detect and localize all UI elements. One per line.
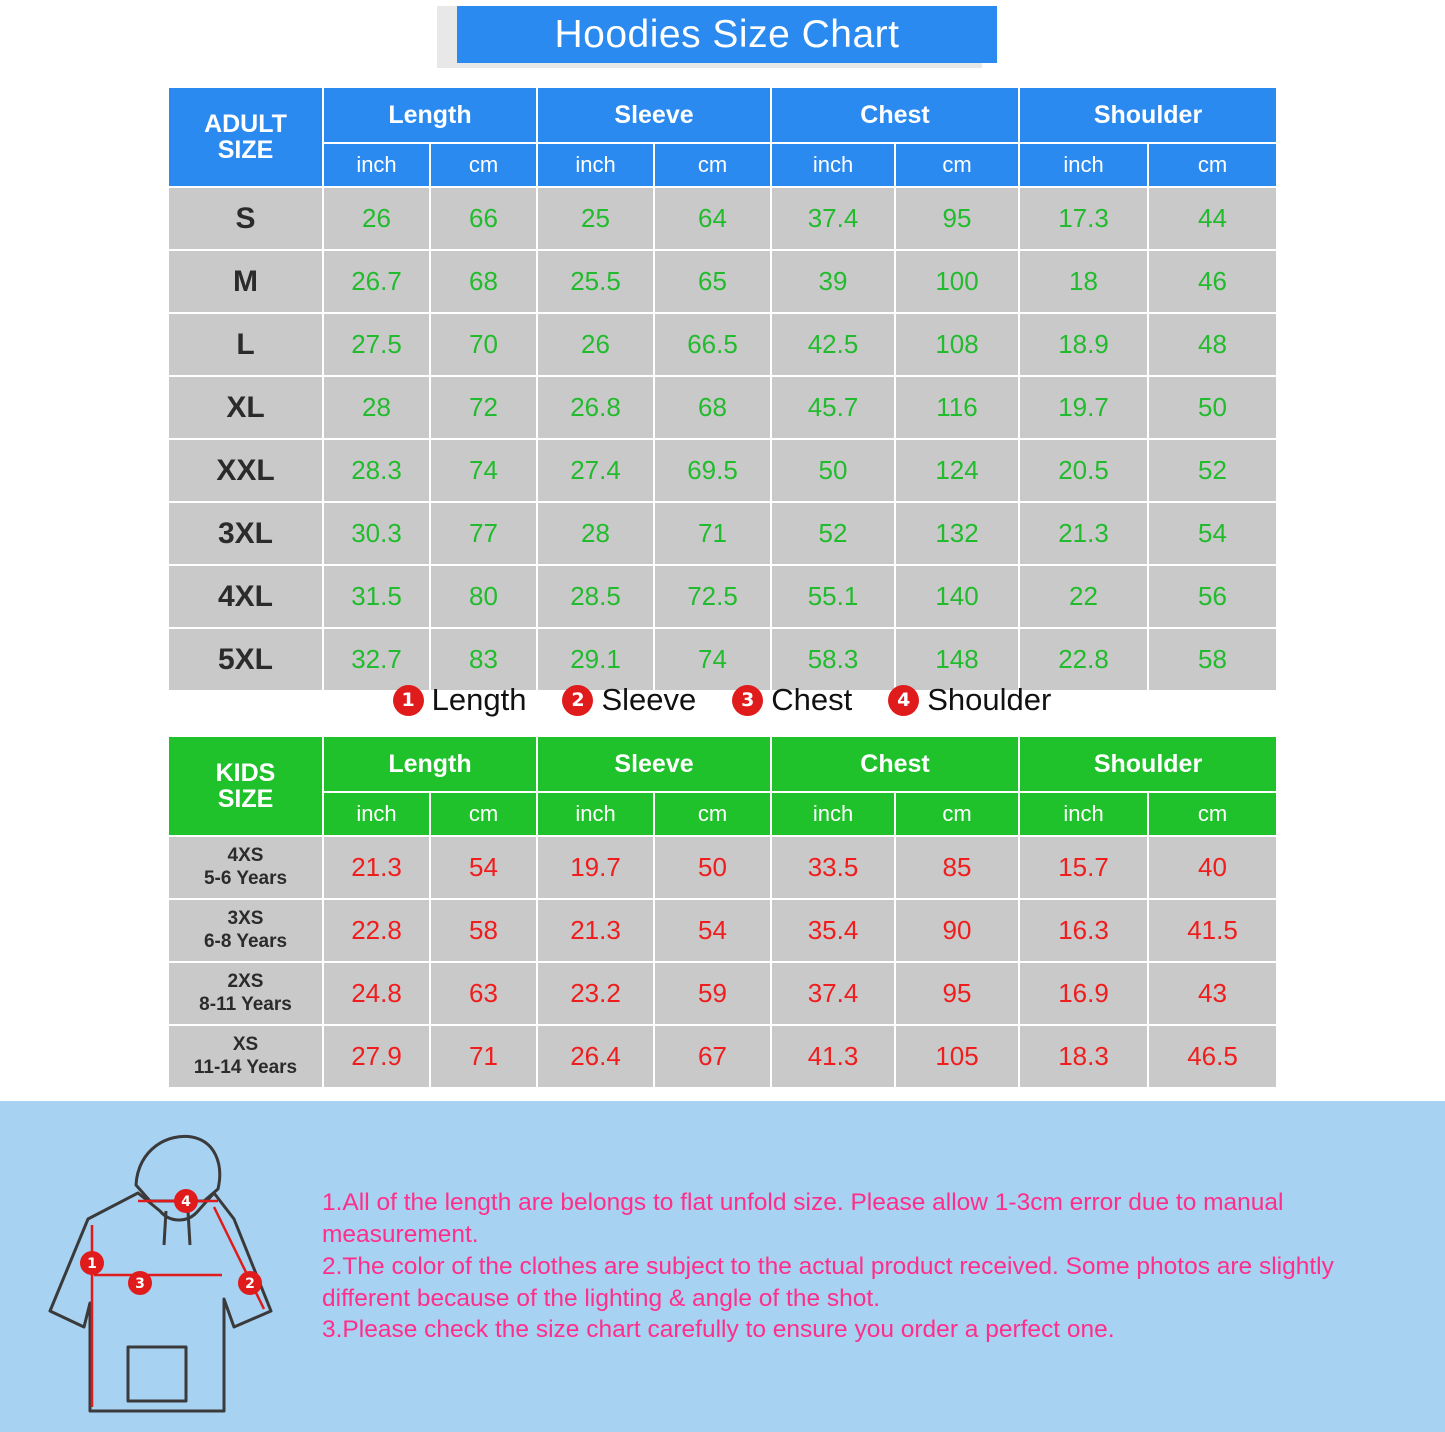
kids-cell: 22.8 [323, 899, 430, 962]
adult-cell: 52 [1148, 439, 1277, 502]
adult-cell: 18.9 [1019, 313, 1148, 376]
svg-text:2: 2 [245, 1276, 255, 1292]
table-row [168, 250, 1277, 313]
adult-cell: 58.3 [771, 628, 895, 691]
adult-unit-3: cm [654, 143, 771, 187]
adult-cell: 70 [430, 313, 537, 376]
kids-size-code: 2XS [227, 971, 264, 993]
adult-cell: 48 [1148, 313, 1277, 376]
table-row [168, 899, 1277, 962]
legend-item [562, 682, 696, 718]
kids-size-code: 3XS [227, 908, 264, 930]
kids-group-chest: Chest [771, 736, 1019, 792]
adult-cell: 39 [771, 250, 895, 313]
adult-unit-2: inch [537, 143, 654, 187]
adult-cell: 27.4 [537, 439, 654, 502]
adult-cell: 71 [654, 502, 771, 565]
adult-cell: 116 [895, 376, 1019, 439]
kids-cell: 58 [430, 899, 537, 962]
kids-group-length: Length [323, 736, 537, 792]
adult-cell: 80 [430, 565, 537, 628]
kids-cell: 71 [430, 1025, 537, 1088]
adult-cell: 30.3 [323, 502, 430, 565]
adult-group-shoulder: Shoulder [1019, 87, 1277, 143]
title-bar [457, 6, 997, 63]
adult-corner-cell [168, 87, 323, 187]
kids-cell: 33.5 [771, 836, 895, 899]
adult-cell: 132 [895, 502, 1019, 565]
kids-group-header-row [168, 736, 1277, 792]
adult-size-table [167, 86, 1278, 692]
kids-cell: 95 [895, 962, 1019, 1025]
kids-unit-1: cm [430, 792, 537, 836]
adult-size-label: L [168, 313, 323, 376]
kids-size-label [168, 836, 323, 899]
kids-cell: 35.4 [771, 899, 895, 962]
kids-cell: 16.3 [1019, 899, 1148, 962]
table-row [168, 962, 1277, 1025]
adult-cell: 19.7 [1019, 376, 1148, 439]
adult-cell: 46 [1148, 250, 1277, 313]
table-row [168, 502, 1277, 565]
adult-size-label: 5XL [168, 628, 323, 691]
adult-cell: 58 [1148, 628, 1277, 691]
adult-cell: 25 [537, 187, 654, 250]
kids-cell: 105 [895, 1025, 1019, 1088]
adult-size-label: XL [168, 376, 323, 439]
adult-corner-line1: ADULT [204, 109, 287, 138]
adult-cell: 69.5 [654, 439, 771, 502]
page-title: Hoodies Size Chart [554, 12, 900, 56]
kids-size-age: 11-14 Years [193, 1056, 298, 1078]
kids-unit-header-row [168, 792, 1277, 836]
adult-unit-7: cm [1148, 143, 1277, 187]
hoodie-diagram [28, 1115, 303, 1420]
kids-cell: 21.3 [537, 899, 654, 962]
kids-cell: 21.3 [323, 836, 430, 899]
marker-1-icon: 1 [393, 685, 424, 716]
kids-cell: 67 [654, 1025, 771, 1088]
adult-cell: 72.5 [654, 565, 771, 628]
legend-label: Chest [771, 682, 853, 717]
note-line-1: 1.All of the length are belongs to flat unfold size. Please allow 1-3cm error due to manual measurement. [322, 1189, 1284, 1248]
adult-cell: 50 [1148, 376, 1277, 439]
kids-unit-6: inch [1019, 792, 1148, 836]
kids-cell: 24.8 [323, 962, 430, 1025]
adult-cell: 28.5 [537, 565, 654, 628]
kids-unit-5: cm [895, 792, 1019, 836]
adult-cell: 37.4 [771, 187, 895, 250]
adult-unit-5: cm [895, 143, 1019, 187]
kids-cell: 19.7 [537, 836, 654, 899]
table-row [168, 313, 1277, 376]
adult-table-body [168, 187, 1277, 691]
adult-unit-0: inch [323, 143, 430, 187]
adult-cell: 64 [654, 187, 771, 250]
adult-size-label: 3XL [168, 502, 323, 565]
adult-size-label: S [168, 187, 323, 250]
kids-cell: 26.4 [537, 1025, 654, 1088]
adult-unit-6: inch [1019, 143, 1148, 187]
adult-cell: 100 [895, 250, 1019, 313]
kids-size-label [168, 899, 323, 962]
adult-size-label: 4XL [168, 565, 323, 628]
adult-cell: 42.5 [771, 313, 895, 376]
adult-cell: 17.3 [1019, 187, 1148, 250]
adult-cell: 20.5 [1019, 439, 1148, 502]
table-row [168, 376, 1277, 439]
kids-group-shoulder: Shoulder [1019, 736, 1277, 792]
adult-cell: 95 [895, 187, 1019, 250]
adult-cell: 26 [537, 313, 654, 376]
adult-cell: 26.8 [537, 376, 654, 439]
kids-cell: 54 [430, 836, 537, 899]
adult-cell: 55.1 [771, 565, 895, 628]
marker-4-icon: 4 [888, 685, 919, 716]
adult-cell: 74 [654, 628, 771, 691]
kids-cell: 37.4 [771, 962, 895, 1025]
kids-size-label [168, 962, 323, 1025]
table-row [168, 565, 1277, 628]
adult-cell: 31.5 [323, 565, 430, 628]
kids-corner-line2: SIZE [217, 785, 274, 813]
adult-cell: 45.7 [771, 376, 895, 439]
adult-cell: 72 [430, 376, 537, 439]
kids-corner-line1: KIDS [215, 758, 276, 787]
legend-label: Sleeve [601, 682, 697, 717]
adult-cell: 124 [895, 439, 1019, 502]
adult-cell: 22.8 [1019, 628, 1148, 691]
svg-text:4: 4 [181, 1194, 191, 1210]
adult-cell: 28 [323, 376, 430, 439]
adult-unit-4: inch [771, 143, 895, 187]
adult-group-length: Length [323, 87, 537, 143]
kids-cell: 46.5 [1148, 1025, 1277, 1088]
title-banner [437, 6, 982, 68]
kids-cell: 54 [654, 899, 771, 962]
kids-cell: 15.7 [1019, 836, 1148, 899]
kids-cell: 27.9 [323, 1025, 430, 1088]
adult-cell: 68 [654, 376, 771, 439]
adult-cell: 65 [654, 250, 771, 313]
kids-size-label [168, 1025, 323, 1088]
notes-panel [0, 1101, 1445, 1432]
kids-unit-7: cm [1148, 792, 1277, 836]
kids-cell: 41.5 [1148, 899, 1277, 962]
kids-unit-0: inch [323, 792, 430, 836]
adult-cell: 27.5 [323, 313, 430, 376]
kids-group-sleeve: Sleeve [537, 736, 771, 792]
kids-unit-2: inch [537, 792, 654, 836]
legend-label: Shoulder [927, 682, 1052, 717]
adult-group-sleeve: Sleeve [537, 87, 771, 143]
legend-item [888, 682, 1051, 718]
kids-size-age: 6-8 Years [203, 930, 288, 952]
kids-cell: 16.9 [1019, 962, 1148, 1025]
kids-cell: 41.3 [771, 1025, 895, 1088]
adult-cell: 108 [895, 313, 1019, 376]
adult-cell: 56 [1148, 565, 1277, 628]
adult-cell: 148 [895, 628, 1019, 691]
adult-cell: 74 [430, 439, 537, 502]
kids-cell: 63 [430, 962, 537, 1025]
adult-cell: 52 [771, 502, 895, 565]
kids-cell: 18.3 [1019, 1025, 1148, 1088]
table-row [168, 1025, 1277, 1088]
adult-corner-line2: SIZE [217, 136, 274, 164]
table-row [168, 439, 1277, 502]
measurement-legend [167, 676, 1277, 724]
adult-cell: 22 [1019, 565, 1148, 628]
notes-text [322, 1187, 1417, 1346]
kids-size-code: XS [232, 1034, 259, 1056]
kids-cell: 40 [1148, 836, 1277, 899]
kids-cell: 43 [1148, 962, 1277, 1025]
legend-item [732, 682, 852, 718]
adult-cell: 50 [771, 439, 895, 502]
adult-cell: 68 [430, 250, 537, 313]
adult-unit-1: cm [430, 143, 537, 187]
adult-cell: 32.7 [323, 628, 430, 691]
adult-cell: 66 [430, 187, 537, 250]
adult-group-header-row [168, 87, 1277, 143]
adult-cell: 54 [1148, 502, 1277, 565]
kids-cell: 23.2 [537, 962, 654, 1025]
adult-cell: 83 [430, 628, 537, 691]
table-row [168, 187, 1277, 250]
adult-cell: 26 [323, 187, 430, 250]
note-line-2: 2.The color of the clothes are subject to the actual product received. Some photos are slightly different because of the lighting & angle of the shot. [322, 1252, 1334, 1312]
adult-cell: 44 [1148, 187, 1277, 250]
adult-size-label: M [168, 250, 323, 313]
kids-corner-cell [168, 736, 323, 836]
adult-cell: 21.3 [1019, 502, 1148, 565]
kids-unit-3: cm [654, 792, 771, 836]
adult-unit-header-row [168, 143, 1277, 187]
note-line-3: 3.Please check the size chart carefully to ensure you order a perfect one. [322, 1316, 1115, 1344]
marker-3-icon: 3 [732, 685, 763, 716]
adult-cell: 25.5 [537, 250, 654, 313]
adult-cell: 77 [430, 502, 537, 565]
kids-cell: 90 [895, 899, 1019, 962]
marker-2-icon: 2 [562, 685, 593, 716]
adult-size-label: XXL [168, 439, 323, 502]
table-row [168, 836, 1277, 899]
adult-cell: 18 [1019, 250, 1148, 313]
kids-size-table [167, 735, 1278, 1089]
svg-text:3: 3 [135, 1276, 145, 1292]
svg-text:1: 1 [87, 1256, 97, 1272]
kids-table-body [168, 836, 1277, 1088]
legend-label: Length [431, 682, 527, 717]
kids-size-age: 8-11 Years [199, 993, 292, 1015]
kids-cell: 50 [654, 836, 771, 899]
adult-group-chest: Chest [771, 87, 1019, 143]
adult-cell: 28 [537, 502, 654, 565]
kids-cell: 59 [654, 962, 771, 1025]
kids-cell: 85 [895, 836, 1019, 899]
kids-size-code: 4XS [227, 845, 264, 867]
kids-unit-4: inch [771, 792, 895, 836]
kids-size-age: 5-6 Years [203, 867, 288, 889]
legend-item [393, 682, 527, 718]
adult-cell: 66.5 [654, 313, 771, 376]
adult-cell: 29.1 [537, 628, 654, 691]
adult-cell: 26.7 [323, 250, 430, 313]
adult-cell: 140 [895, 565, 1019, 628]
adult-cell: 28.3 [323, 439, 430, 502]
